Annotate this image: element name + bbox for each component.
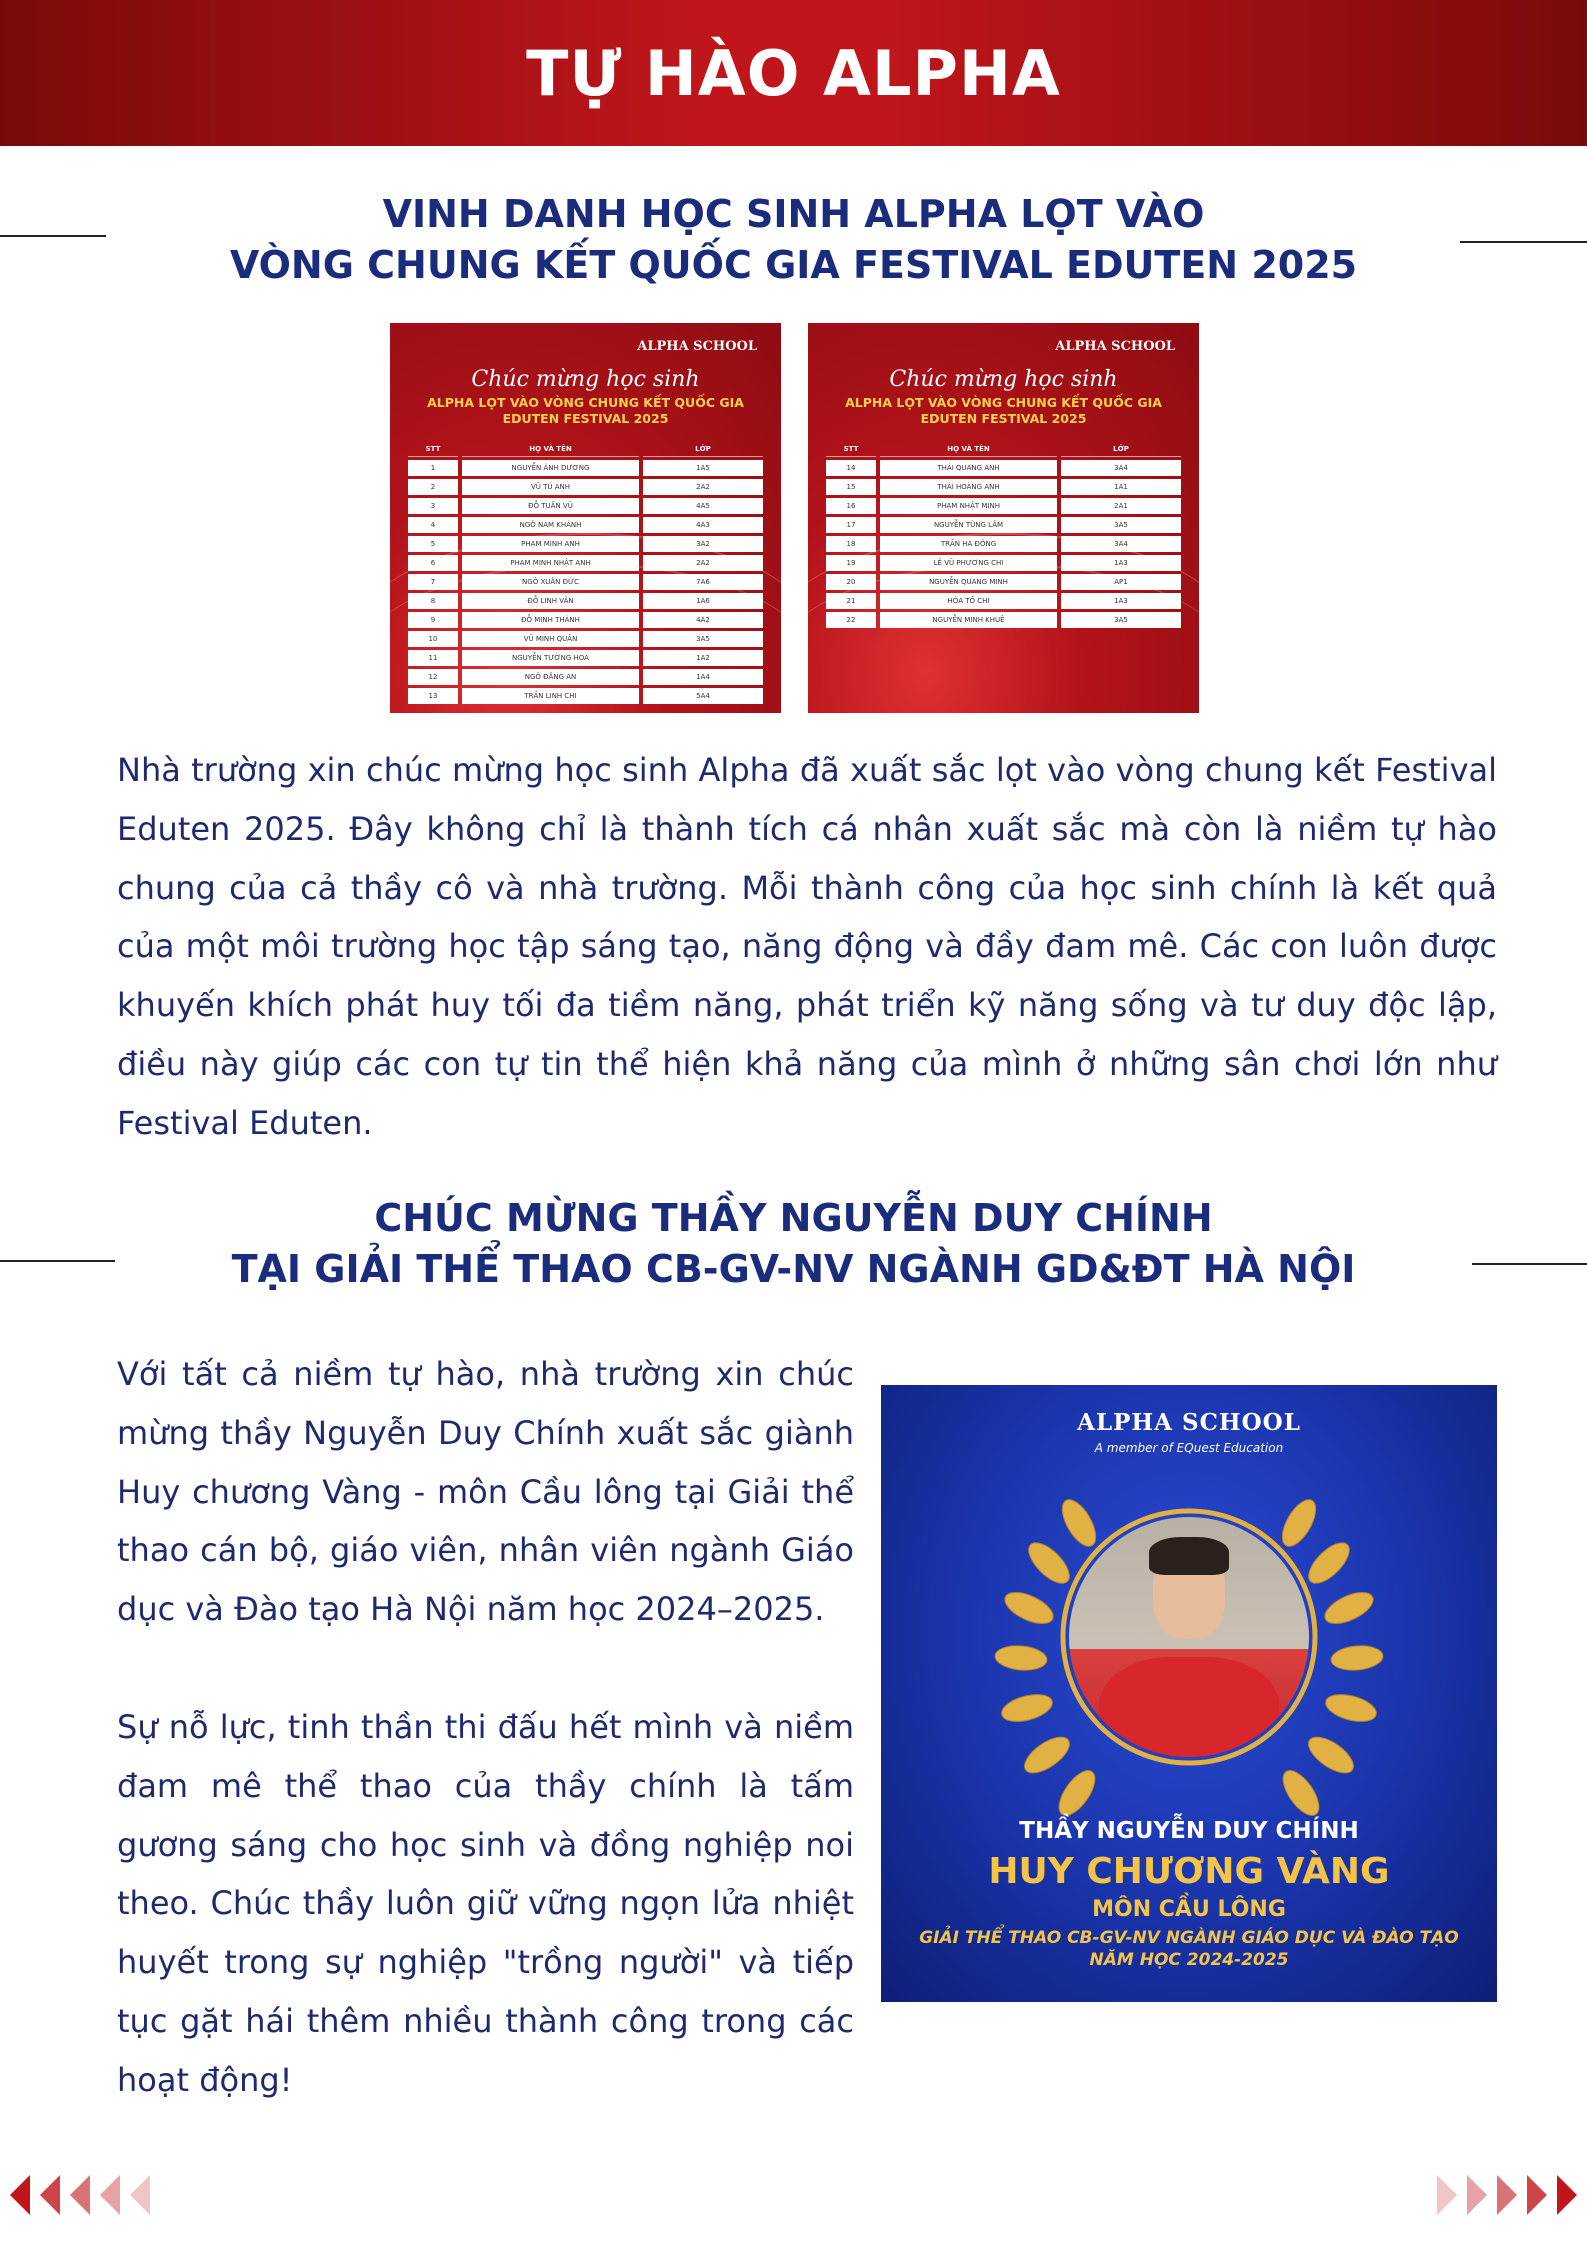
cell-name: LÊ VŨ PHƯƠNG CHI: [880, 555, 1057, 571]
cell-stt: 3: [408, 498, 458, 514]
student-table: [408, 441, 763, 707]
award-event-line1: GIẢI THỂ THAO CB-GV-NV NGÀNH GIÁO DỤC VÀ ĐÀO TẠO: [919, 1928, 1459, 1948]
cell-class: 4A2: [643, 612, 763, 628]
cell-name: NGUYỄN ÁNH DƯƠNG: [462, 460, 639, 476]
section2-paragraph-2: Sự nỗ lực, tinh thần thi đấu hết mình và niềm đam mê thể thao của thầy chính là tấm gương sáng cho học sinh và đồng nghiệp noi theo. Chúc thầy luôn giữ vững ngọn lửa nhiệt huyết trong sự nghiệp "trồng người" và tiếp tục gặt hái thêm nhiều thành công trong các hoạt động!: [117, 1708, 854, 2099]
column-header-name: HỌ VÀ TÊN: [880, 441, 1057, 457]
section1-title-line2: VÒNG CHUNG KẾT QUỐC GIA FESTIVAL EDUTEN 2025: [229, 243, 1358, 287]
section1-title: [0, 189, 1587, 291]
table-row: [408, 593, 763, 609]
cell-class: 2A2: [643, 479, 763, 495]
award-poster: [881, 1385, 1497, 2002]
table-row: [408, 574, 763, 590]
award-event: [881, 1927, 1497, 1971]
section1-paragraph: Nhà trường xin chúc mừng học sinh Alpha đã xuất sắc lọt vào vòng chung kết Festival Eduten 2025. Đây không chỉ là thành tích cá nhân xuất sắc mà còn là niềm tự hào chung của cả thầy cô và nhà trường. Mỗi thành công của học sinh chính là kết quả của một môi trường học tập sáng tạo, năng động và đầy đam mê. Các con luôn được khuyến khích phát huy tối đa tiềm năng, phát triển kỹ năng sống và tư duy độc lập, điều này giúp các con tự tin thể hiện khả năng của mình ở những sân chơi lớn như Festival Eduten.: [117, 751, 1497, 1142]
table-header-row: [826, 441, 1181, 457]
cell-stt: 14: [826, 460, 876, 476]
cell-class: 3A5: [1061, 517, 1181, 533]
cell-class: 3A5: [643, 631, 763, 647]
column-header-stt: STT: [408, 441, 458, 457]
table-header-row: [408, 441, 763, 457]
cell-name: NGUYỄN TÙNG LÂM: [880, 517, 1057, 533]
table-row: [408, 555, 763, 571]
section2-title-line1: CHÚC MỪNG THẦY NGUYỄN DUY CHÍNH: [374, 1196, 1213, 1240]
cell-name: NGÔ ĐĂNG AN: [462, 669, 639, 685]
cell-name: VŨ TÚ ANH: [462, 479, 639, 495]
award-sport: MÔN CẦU LÔNG: [1092, 1897, 1286, 1922]
cell-name: NGUYỄN QUANG MINH: [880, 574, 1057, 590]
cell-stt: 15: [826, 479, 876, 495]
table-row: [826, 593, 1181, 609]
cell-name: PHẠM MINH ANH: [462, 536, 639, 552]
cell-class: 1A3: [1061, 593, 1181, 609]
cell-class: AP1: [1061, 574, 1181, 590]
cell-name: ĐỖ MINH THÀNH: [462, 612, 639, 628]
award-school-subtitle: A member of EQuest Education: [1094, 1441, 1284, 1455]
cell-stt: 18: [826, 536, 876, 552]
cell-class: 1A1: [1061, 479, 1181, 495]
column-header-class: LỚP: [1061, 441, 1181, 457]
table-row: [826, 612, 1181, 628]
cell-stt: 2: [408, 479, 458, 495]
cell-class: 5A4: [643, 688, 763, 704]
cell-stt: 22: [826, 612, 876, 628]
table-row: [408, 688, 763, 704]
cell-name: ĐỖ LINH VÂN: [462, 593, 639, 609]
poster-heading: [400, 395, 771, 427]
table-row: [826, 517, 1181, 533]
award-school-name: ALPHA SCHOOL: [1077, 1409, 1301, 1436]
cell-name: NGÔ XUÂN ĐỨC: [462, 574, 639, 590]
poster-left: [390, 323, 781, 713]
section2-title-line2: TẠI GIẢI THỂ THAO CB-GV-NV NGÀNH GD&ĐT HÀ NỘI: [231, 1247, 1356, 1291]
poster-school-name: ALPHA SCHOOL: [637, 339, 757, 354]
column-header-name: HỌ VÀ TÊN: [462, 441, 639, 457]
cell-name: ĐỖ TUẤN VŨ: [462, 498, 639, 514]
cell-stt: 1: [408, 460, 458, 476]
award-event-line2: NĂM HỌC 2024-2025: [1089, 1950, 1289, 1970]
table-row: [408, 536, 763, 552]
cell-stt: 19: [826, 555, 876, 571]
poster-script-title: Chúc mừng học sinh: [471, 367, 700, 392]
cell-stt: 10: [408, 631, 458, 647]
table-row: [408, 517, 763, 533]
cell-class: 2A1: [1061, 498, 1181, 514]
section1-title-line1: VINH DANH HỌC SINH ALPHA LỌT VÀO: [382, 192, 1205, 236]
cell-class: 2A2: [643, 555, 763, 571]
section2-paragraph-1: Với tất cả niềm tự hào, nhà trường xin chúc mừng thầy Nguyễn Duy Chính xuất sắc giành Huy chương Vàng - môn Cầu lông tại Giải thể thao cán bộ, giáo viên, nhân viên ngành Giáo dục và Đào tạo Hà Nội năm học 2024–2025.: [117, 1355, 854, 1629]
cell-class: 3A2: [643, 536, 763, 552]
cell-stt: 17: [826, 517, 876, 533]
cell-name: THÁI HOÀNG ANH: [880, 479, 1057, 495]
cell-stt: 7: [408, 574, 458, 590]
cell-class: 4A3: [643, 517, 763, 533]
corner-decoration-left-icon: [0, 2145, 170, 2245]
cell-class: 1A2: [643, 650, 763, 666]
table-row: [826, 479, 1181, 495]
cell-stt: 21: [826, 593, 876, 609]
poster-heading-line2: EDUTEN FESTIVAL 2025: [920, 411, 1087, 426]
table-row: [826, 498, 1181, 514]
teacher-photo: [1069, 1517, 1309, 1757]
poster-heading-line1: ALPHA LỌT VÀO VÒNG CHUNG KẾT QUỐC GIA: [845, 395, 1162, 410]
column-header-class: LỚP: [643, 441, 763, 457]
cell-stt: 16: [826, 498, 876, 514]
cell-name: NGÔ NAM KHÁNH: [462, 517, 639, 533]
poster-heading-line2: EDUTEN FESTIVAL 2025: [502, 411, 669, 426]
poster-right: [808, 323, 1199, 713]
table-row: [408, 631, 763, 647]
cell-class: 3A5: [1061, 612, 1181, 628]
cell-name: TRẦN HÀ ĐÔNG: [880, 536, 1057, 552]
cell-stt: 6: [408, 555, 458, 571]
cell-class: 3A4: [1061, 460, 1181, 476]
table-row: [826, 574, 1181, 590]
poster-script-title: Chúc mừng học sinh: [889, 367, 1118, 392]
cell-name: NGUYỄN MINH KHUÊ: [880, 612, 1057, 628]
table-row: [826, 536, 1181, 552]
section2-title: [0, 1193, 1587, 1295]
cell-class: 1A5: [643, 460, 763, 476]
poster-heading: [818, 395, 1189, 427]
table-row: [826, 555, 1181, 571]
header-banner: [0, 0, 1587, 146]
table-row: [408, 460, 763, 476]
table-row: [408, 669, 763, 685]
cell-class: 4A5: [643, 498, 763, 514]
column-header-stt: STT: [826, 441, 876, 457]
student-table: [826, 441, 1181, 631]
cell-name: PHẠM NHẬT MINH: [880, 498, 1057, 514]
cell-stt: 5: [408, 536, 458, 552]
cell-name: HÒA TỐ CHI: [880, 593, 1057, 609]
table-row: [408, 479, 763, 495]
cell-class: 1A3: [1061, 555, 1181, 571]
table-row: [408, 612, 763, 628]
cell-name: PHẠM MINH NHẬT ANH: [462, 555, 639, 571]
cell-stt: 20: [826, 574, 876, 590]
cell-name: THÁI QUANG ANH: [880, 460, 1057, 476]
cell-class: 3A4: [1061, 536, 1181, 552]
cell-class: 7A6: [643, 574, 763, 590]
cell-class: 1A4: [643, 669, 763, 685]
cell-name: NGUYỄN TƯỜNG HOA: [462, 650, 639, 666]
cell-stt: 11: [408, 650, 458, 666]
cell-stt: 8: [408, 593, 458, 609]
award-medal-title: HUY CHƯƠNG VÀNG: [988, 1851, 1390, 1892]
cell-name: VŨ MINH QUÂN: [462, 631, 639, 647]
page-title: TỰ HÀO ALPHA: [526, 36, 1061, 110]
cell-name: TRẦN LINH CHI: [462, 688, 639, 704]
cell-stt: 13: [408, 688, 458, 704]
cell-stt: 9: [408, 612, 458, 628]
award-teacher-name: THẦY NGUYỄN DUY CHÍNH: [1019, 1818, 1359, 1844]
table-row: [408, 498, 763, 514]
cell-stt: 4: [408, 517, 458, 533]
cell-stt: 12: [408, 669, 458, 685]
poster-school-name: ALPHA SCHOOL: [1055, 339, 1175, 354]
teacher-hair: [1149, 1537, 1229, 1575]
corner-decoration-right-icon: [1417, 2145, 1587, 2245]
table-row: [408, 650, 763, 666]
teacher-shirt: [1099, 1657, 1279, 1757]
poster-heading-line1: ALPHA LỌT VÀO VÒNG CHUNG KẾT QUỐC GIA: [427, 395, 744, 410]
table-row: [826, 460, 1181, 476]
cell-class: 1A6: [643, 593, 763, 609]
